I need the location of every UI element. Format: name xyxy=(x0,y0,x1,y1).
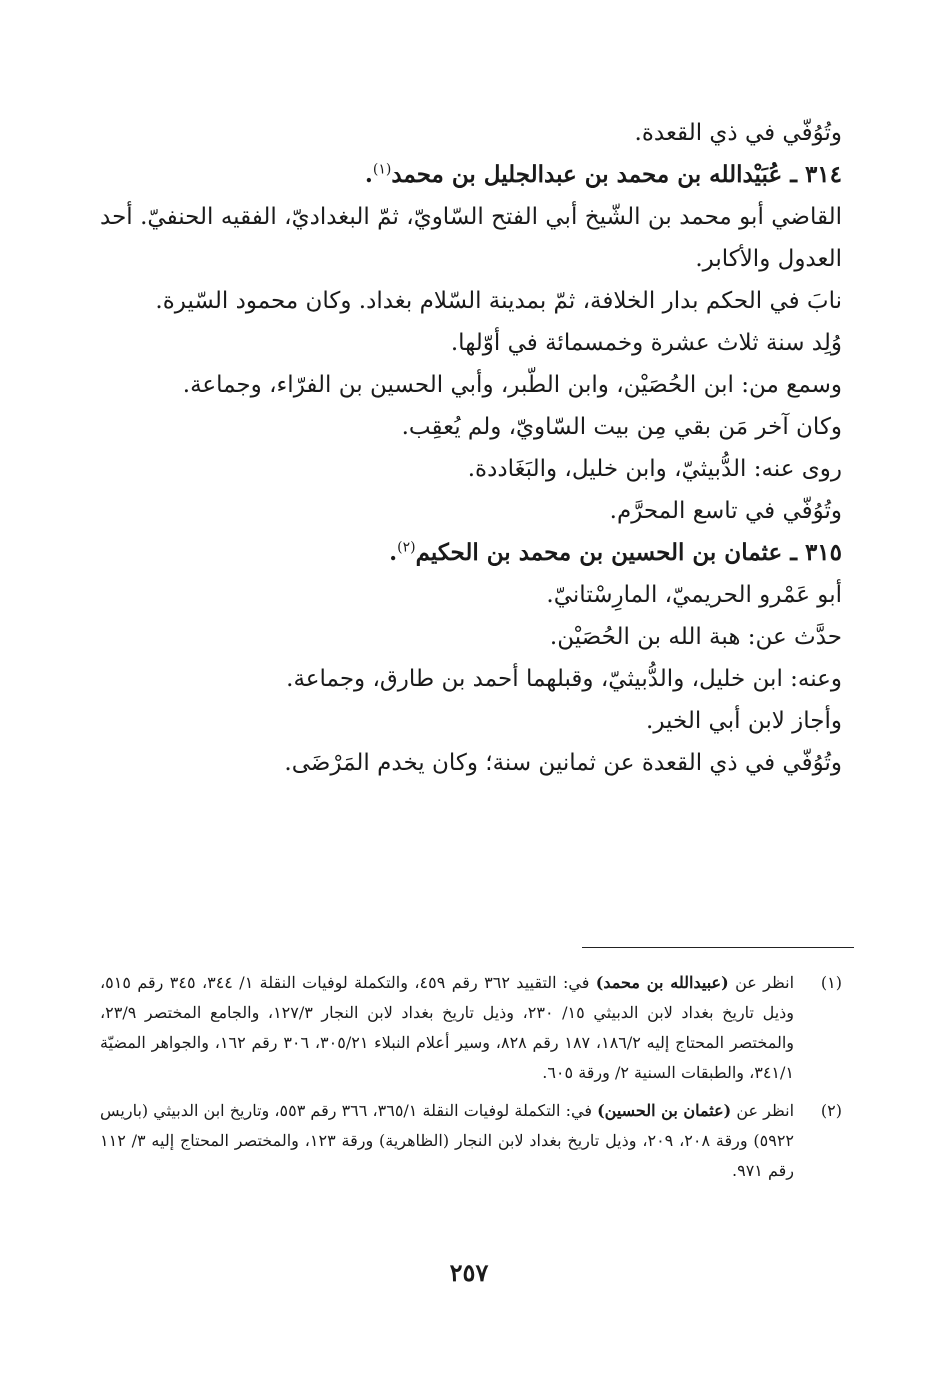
footnote-divider xyxy=(582,947,854,948)
footnote-subject: (عثمان بن الحسين) xyxy=(597,1101,732,1120)
paragraph: وكان آخر مَن بقي مِن بيت السّاويّ، ولم يُعقِب. xyxy=(401,414,842,440)
footnotes xyxy=(100,968,842,1194)
paragraph: وتُوُفّي في ذي القعدة. xyxy=(634,120,842,146)
page-number: ٢٥٧ xyxy=(449,1258,489,1287)
entry-end: . xyxy=(364,161,373,188)
paragraph: أبو عَمْرو الحريميّ، المارِسْتانيّ. xyxy=(546,582,842,608)
footnote-body: في: التكملة لوفيات النقلة ٣٦٥/١، ٣٦٦ رقم ٥٥٣، وتاريخ ابن الدبيثي (باريس ٥٩٢٢) ورقة ٢٠٨، ٢٠٩، وذيل تاريخ بغداد لابن النجار (الظاهرية) ورقة ١٢٣، والمختصر المحتاج إليه ٣/ ١١٢ رقم ٩٧١. xyxy=(100,1101,794,1180)
paragraph: وأجاز لابن أبي الخير. xyxy=(646,708,842,734)
footnote-text xyxy=(100,1096,794,1186)
entry-name: عُبَيْدالله بن محمد بن عبدالجليل بن محمد xyxy=(391,161,783,188)
entry-heading-314 xyxy=(100,154,842,196)
footnote-subject: (عبيدالله بن محمد) xyxy=(595,973,729,992)
paragraph: وُلِد سنة ثلاث عشرة وخمسمائة في أوّلها. xyxy=(450,330,842,356)
entry-number: ٣١٤ ـ xyxy=(790,161,842,188)
main-text xyxy=(100,112,842,784)
entry-heading-315 xyxy=(100,532,842,574)
paragraph: القاضي أبو محمد بن الشّيخ أبي الفتح السّاويّ، ثمّ البغداديّ، الفقيه الحنفيّ. أحد العدول والأكابر. xyxy=(100,204,842,272)
footnote xyxy=(100,968,842,1088)
entry-end: . xyxy=(389,539,398,566)
paragraph: وتُوُفّي في ذي القعدة عن ثمانين سنة؛ وكان يخدم المَرْضَى. xyxy=(284,750,842,776)
footnote xyxy=(100,1096,842,1186)
entry-number: ٣١٥ ـ xyxy=(790,539,842,566)
footnote-number: (١) xyxy=(820,973,842,992)
footnote-number: (٢) xyxy=(820,1101,842,1120)
paragraph: نابَ في الحكم بدار الخلافة، ثمّ بمدينة السّلام بغداد. وكان محمود السّيرة. xyxy=(155,288,842,314)
paragraph: روى عنه: الدُّبيثيّ، وابن خليل، والبَغَاددة. xyxy=(467,456,842,482)
paragraph: وعنه: ابن خليل، والدُّبيثيّ، وقبلهما أحمد بن طارق، وجماعة. xyxy=(286,666,842,692)
paragraph: وسمع من: ابن الحُصَيْن، وابن الطّبر، وأبي الحسين بن الفرّاء، وجماعة. xyxy=(182,372,842,398)
footnote-ref[interactable]: (٢) xyxy=(397,539,416,556)
entry-name: عثمان بن الحسين بن محمد بن الحكيم xyxy=(415,539,783,566)
paragraph: حدَّث عن: هبة الله بن الحُصَيْن. xyxy=(549,624,842,650)
footnote-ref[interactable]: (١) xyxy=(372,161,392,178)
footnote-lead: انظر عن xyxy=(735,973,795,992)
footnote-text xyxy=(100,968,794,1088)
paragraph: وتُوُفّي في تاسع المحرَّم. xyxy=(609,498,842,524)
footnote-body: في: التقييد ٣٦٢ رقم ٤٥٩، والتكملة لوفيات النقلة ١/ ٣٤٤، ٣٤٥ رقم ٥١٥، وذيل تاريخ بغداد لابن الدبيثي ١٥/ ٢٣٠، وذيل تاريخ بغداد لابن النجار ١٢٧/٣، والجامع المختصر ٢٣/٩، والمختصر المحتاج إليه ١٨٦/٢، ١٨٧ رقم ٨٢٨، وسير أعلام النبلاء ٣٠٥/٢١، ٣٠٦ رقم ١٦٢، والجواهر المضيّة ٣٤١/١، والطبقات السنية ٢/ ورقة ٦٠٥. xyxy=(100,973,795,1082)
footnote-lead: انظر عن xyxy=(736,1101,795,1120)
